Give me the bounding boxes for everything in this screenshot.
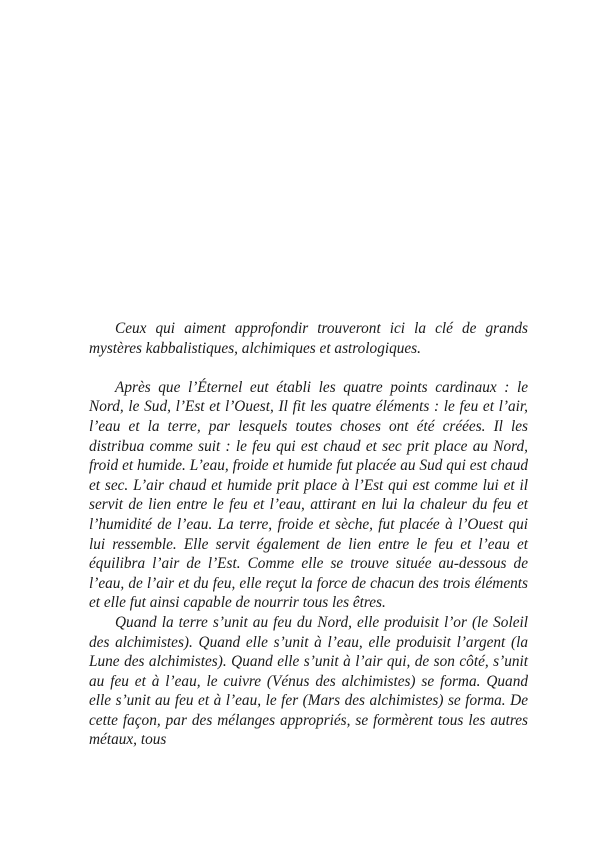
paragraph-intro: Ceux qui aiment approfondir trouveront ici la clé de grands mystères kabbalistiques, alchimiques et astrologiques. [89,320,528,357]
paragraph-metals: Quand la terre s’unit au feu du Nord, elle produisit l’or (le Soleil des alchimistes). Quand elle s’unit à l’eau, elle produisit l’argent (la Lune des alchimistes). Quand elle s’unit à l’air qui, de son côté, s’unit au feu et à l’eau, le cuivre (Vénus des alchimistes) se forma. Quand elle s’unit au feu et à l’eau, le fer (Mars des alchimistes) se forma. De cette façon, par des mélanges appropriés, se formèrent tous les autres métaux, tous [89,613,528,749]
paragraph-elements: Après que l’Éternel eut établi les quatre points cardinaux : le Nord, le Sud, l’Est et l’Ouest, Il fit les quatre éléments : le feu et l’air, l’eau et la terre, par lesquels toutes choses ont été créées. Il les distribua comme suit : le feu qui est chaud et sec prit place au Nord, froid et humide. L’eau, froide et humide fut placée au Sud qui est chaud et sec. L’air chaud et humide prit place à l’Est qui est comme lui et il servit de lien entre le feu et l’eau, attirant en lui la chaleur du feu et l’humidité de l’eau. La terre, froide et sèche, fut placée à l’Ouest qui lui ressemble. Elle servit également de lien entre le feu et l’eau et équilibra l’air de l’Est. Comme elle se trouve située au-dessous de l’eau, de l’air et du feu, elle reçut la force de chacun des trois éléments et elle fut ainsi capable de nourrir tous les êtres. [89,378,528,612]
body-text [89,319,528,750]
